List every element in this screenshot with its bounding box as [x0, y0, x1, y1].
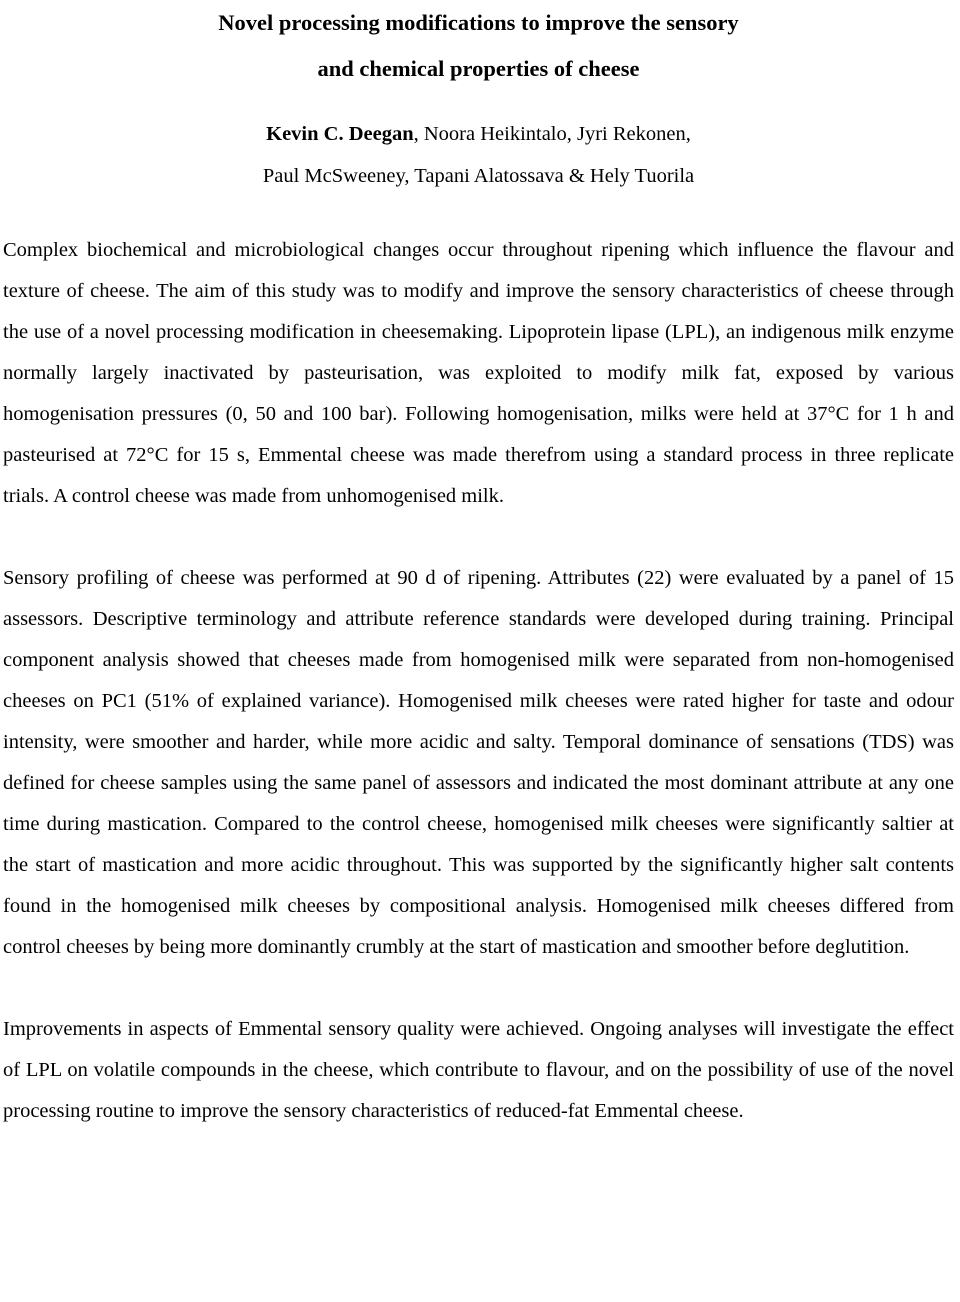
co-authors-line-1: , Noora Heikintalo, Jyri Rekonen, — [413, 123, 691, 145]
author-list — [3, 113, 954, 197]
abstract-paragraph-1: Complex biochemical and microbiological changes occur throughout ripening which influence the flavour and texture of cheese. The aim of this study was to modify and improve the sensory characteristics of cheese through the use of a novel processing modification in cheesemaking. Lipoprotein lipase (LPL), an indigenous milk enzyme normally largely inactivated by pasteurisation, was exploited to modify milk fat, exposed by various homogenisation pressures (0, 50 and 100 bar). Following homogenisation, milks were held at 37°C for 1 h and pasteurised at 72°C for 15 s, Emmental cheese was made therefrom using a standard process in three replicate trials. A control cheese was made from unhomogenised milk. — [3, 239, 954, 507]
title-line-1: Novel processing modifications to improve the sensory — [218, 10, 739, 35]
abstract-paragraph-3: Improvements in aspects of Emmental sensory quality were achieved. Ongoing analyses will investigate the effect of LPL on volatile compounds in the cheese, which contribute to flavour, and on the possibility of use of the novel processing routine to improve the sensory characteristics of reduced-fat Emmental cheese. — [3, 1018, 954, 1122]
co-authors-line-2: Paul McSweeney, Tapani Alatossava & Hely Tuorila — [262, 165, 695, 187]
abstract-paragraph-2: Sensory profiling of cheese was performed at 90 d of ripening. Attributes (22) were evaluated by a panel of 15 assessors. Descriptive terminology and attribute reference standards were developed during training. Principal component analysis showed that cheeses made from homogenised milk were separated from non-homogenised cheeses on PC1 (51% of explained variance). Homogenised milk cheeses were rated higher for taste and odour intensity, were smoother and harder, while more acidic and salty. Temporal dominance of sensations (TDS) was defined for cheese samples using the same panel of assessors and indicated the most dominant attribute at any one time during mastication. Compared to the control cheese, homogenised milk cheeses were significantly saltier at the start of mastication and more acidic throughout. This was supported by the significantly higher salt contents found in the homogenised milk cheeses by compositional analysis. Homogenised milk cheeses differed from control cheeses by being more dominantly crumbly at the start of mastication and smoother before deglutition. — [3, 567, 954, 958]
paper-title — [3, 0, 954, 92]
presenting-author: Kevin C. Deegan — [266, 123, 414, 145]
title-line-2: and chemical properties of cheese — [317, 56, 640, 81]
